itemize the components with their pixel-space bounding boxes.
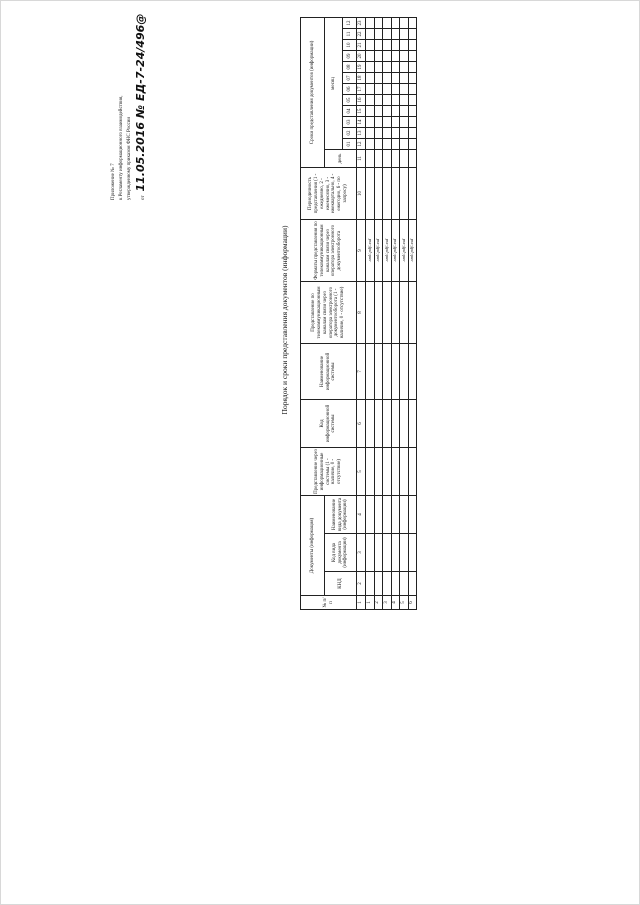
month-07: 07 xyxy=(343,73,357,84)
table-cell xyxy=(374,496,383,534)
row-format: .xml/.pdf/.xsd xyxy=(383,220,392,282)
table-row xyxy=(408,17,417,609)
row-number: 3 xyxy=(383,596,392,610)
table-cell xyxy=(374,400,383,448)
table-row xyxy=(374,17,383,609)
table-cell xyxy=(400,344,409,400)
table-cell xyxy=(408,73,417,84)
table-cell xyxy=(408,51,417,62)
table-cell xyxy=(391,62,400,73)
table-cell xyxy=(400,168,409,220)
table-cell xyxy=(400,117,409,128)
header-month: месяц xyxy=(325,17,343,149)
table-cell xyxy=(374,95,383,106)
rotated-landscape-content xyxy=(100,0,570,640)
table-cell xyxy=(400,95,409,106)
row-format: .xml/.pdf/.xsd xyxy=(408,220,417,282)
column-number: 21 xyxy=(357,40,366,51)
table-cell xyxy=(408,40,417,51)
table-cell xyxy=(391,84,400,95)
table-cell xyxy=(408,168,417,220)
column-number: 7 xyxy=(357,344,366,400)
column-number: 19 xyxy=(357,62,366,73)
table-cell xyxy=(408,400,417,448)
header-system-name: Наименование информационной системы xyxy=(301,344,357,400)
month-05: 05 xyxy=(343,95,357,106)
table-cell xyxy=(374,168,383,220)
month-08: 08 xyxy=(343,62,357,73)
table-cell xyxy=(383,40,392,51)
table-cell xyxy=(383,29,392,40)
column-number: 9 xyxy=(357,220,366,282)
table-cell xyxy=(391,168,400,220)
table-cell xyxy=(408,84,417,95)
table-cell xyxy=(391,572,400,596)
table-cell xyxy=(400,40,409,51)
schedule-table xyxy=(300,17,417,610)
table-cell xyxy=(383,106,392,117)
table-cell xyxy=(383,62,392,73)
row-format: .xml/.pdf/.xsd xyxy=(366,220,375,282)
table-cell xyxy=(400,139,409,150)
table-cell xyxy=(400,29,409,40)
table-cell xyxy=(383,448,392,496)
table-cell xyxy=(383,400,392,448)
column-numbers-row xyxy=(357,17,366,609)
table-cell xyxy=(391,73,400,84)
table-cell xyxy=(366,128,375,139)
month-04: 04 xyxy=(343,106,357,117)
column-number: 13 xyxy=(357,128,366,139)
table-cell xyxy=(408,17,417,28)
appendix-block xyxy=(110,10,150,200)
column-number: 2 xyxy=(357,572,366,596)
table-cell xyxy=(408,95,417,106)
table-cell xyxy=(391,29,400,40)
table-cell xyxy=(391,282,400,344)
column-number: 6 xyxy=(357,400,366,448)
table-cell xyxy=(383,95,392,106)
table-cell xyxy=(374,73,383,84)
header-row-1 xyxy=(301,17,325,609)
table-cell xyxy=(383,282,392,344)
table-cell xyxy=(366,17,375,28)
table-cell xyxy=(366,29,375,40)
table-cell xyxy=(391,448,400,496)
table-cell xyxy=(383,17,392,28)
table-cell xyxy=(400,496,409,534)
column-number: 4 xyxy=(357,496,366,534)
table-cell xyxy=(374,84,383,95)
table-row xyxy=(391,17,400,609)
table-cell xyxy=(366,344,375,400)
header-via-systems: Представление через информационные системы (1 - наличие, 0 - отсутствие) xyxy=(301,448,357,496)
table-cell xyxy=(383,73,392,84)
column-number: 8 xyxy=(357,282,366,344)
appendix-line-1: Приложение № 7 xyxy=(111,163,116,200)
table-cell xyxy=(366,51,375,62)
appendix-line-2: к Регламенту информационного взаимодействия, xyxy=(119,95,124,200)
table-cell xyxy=(408,150,417,168)
table-cell xyxy=(383,128,392,139)
table-cell xyxy=(366,73,375,84)
appendix-line-3: утвержденному приказом ФНС России xyxy=(127,116,132,200)
signature-text: 11.05.2016 № ЕД-7-24/496@ xyxy=(134,13,147,192)
column-number: 18 xyxy=(357,73,366,84)
table-cell xyxy=(374,62,383,73)
table-cell xyxy=(391,139,400,150)
table-row xyxy=(383,17,392,609)
month-03: 03 xyxy=(343,117,357,128)
table-cell xyxy=(391,400,400,448)
table-cell xyxy=(400,73,409,84)
table-cell xyxy=(400,128,409,139)
table-cell xyxy=(400,572,409,596)
table-cell xyxy=(400,534,409,572)
table-cell xyxy=(374,40,383,51)
month-11: 11 xyxy=(343,29,357,40)
table-cell xyxy=(366,534,375,572)
table-cell xyxy=(408,117,417,128)
table-cell xyxy=(408,344,417,400)
table-cell xyxy=(391,106,400,117)
data-rows xyxy=(366,17,417,609)
table-cell xyxy=(408,29,417,40)
table-cell xyxy=(391,117,400,128)
table-cell xyxy=(391,40,400,51)
table-cell xyxy=(400,84,409,95)
table-cell xyxy=(374,29,383,40)
table-cell xyxy=(374,150,383,168)
table-cell xyxy=(391,95,400,106)
table-cell xyxy=(366,282,375,344)
month-10: 10 xyxy=(343,40,357,51)
column-number: 17 xyxy=(357,84,366,95)
month-09: 09 xyxy=(343,51,357,62)
table-cell xyxy=(374,128,383,139)
table-cell xyxy=(366,117,375,128)
table-cell xyxy=(408,496,417,534)
table-cell xyxy=(374,51,383,62)
column-number: 11 xyxy=(357,150,366,168)
handwritten-signature xyxy=(134,10,150,200)
table-cell xyxy=(400,17,409,28)
table-cell xyxy=(400,400,409,448)
table-cell xyxy=(383,534,392,572)
table-cell xyxy=(374,17,383,28)
signature-prefix: от xyxy=(141,195,146,200)
row-number: 2 xyxy=(374,596,383,610)
table-cell xyxy=(374,448,383,496)
column-number: 1 xyxy=(357,596,366,610)
document-title: Порядок и сроки представления документов (информации) xyxy=(280,225,289,415)
column-number: 20 xyxy=(357,51,366,62)
table-cell xyxy=(374,106,383,117)
table-cell xyxy=(366,106,375,117)
table-cell xyxy=(408,106,417,117)
column-number: 22 xyxy=(357,29,366,40)
table-row xyxy=(366,17,375,609)
table-cell xyxy=(391,51,400,62)
table-cell xyxy=(366,95,375,106)
column-number: 10 xyxy=(357,168,366,220)
table-cell xyxy=(400,62,409,73)
table-cell xyxy=(391,17,400,28)
table-cell xyxy=(383,51,392,62)
row-number: 5 xyxy=(400,596,409,610)
table-cell xyxy=(383,572,392,596)
header-doc-code: Код вида документа (информации) xyxy=(325,534,357,572)
table-cell xyxy=(366,168,375,220)
table-cell xyxy=(400,448,409,496)
table-cell xyxy=(408,128,417,139)
header-telecom: Представление по телекоммуникационным каналам связи через оператора электронного документооборота (1 - наличие, 0 - отсутствие) xyxy=(301,282,357,344)
header-periodicity: Периодичность представления (1 - ежедневно, 2 - ежемесячно, 3 - ежеквартально, 4 - ежегодно, 6 - по запросу) xyxy=(301,168,357,220)
column-number: 12 xyxy=(357,139,366,150)
table-cell xyxy=(366,40,375,51)
table-cell xyxy=(391,344,400,400)
table-cell xyxy=(383,84,392,95)
column-number: 15 xyxy=(357,106,366,117)
table-cell xyxy=(374,117,383,128)
column-number: 23 xyxy=(357,17,366,28)
table-cell xyxy=(391,128,400,139)
table-cell xyxy=(400,150,409,168)
column-number: 3 xyxy=(357,534,366,572)
table-cell xyxy=(408,139,417,150)
column-number: 5 xyxy=(357,448,366,496)
table-cell xyxy=(408,534,417,572)
table-cell xyxy=(383,139,392,150)
table-cell xyxy=(408,62,417,73)
table-cell xyxy=(391,534,400,572)
header-knd: КНД xyxy=(325,572,357,596)
table-cell xyxy=(366,400,375,448)
column-number: 16 xyxy=(357,95,366,106)
table-cell xyxy=(408,572,417,596)
row-format: .xml/.pdf/.xsd xyxy=(391,220,400,282)
table-cell xyxy=(400,282,409,344)
table-cell xyxy=(366,62,375,73)
table-cell xyxy=(408,282,417,344)
table-row xyxy=(400,17,409,609)
table-cell xyxy=(383,117,392,128)
table-cell xyxy=(366,139,375,150)
column-number: 14 xyxy=(357,117,366,128)
table-cell xyxy=(391,496,400,534)
month-01: 01 xyxy=(343,139,357,150)
row-number: 1 xyxy=(366,596,375,610)
row-format: .xml/.pdf/.xsd xyxy=(374,220,383,282)
header-system-code: Код информационной системы xyxy=(301,400,357,448)
row-number: 4 xyxy=(391,596,400,610)
table-cell xyxy=(366,84,375,95)
header-doc-name: Наименование вида документа (информации) xyxy=(325,496,357,534)
table-cell xyxy=(391,150,400,168)
table-cell xyxy=(400,51,409,62)
table-cell xyxy=(366,572,375,596)
table-cell xyxy=(374,534,383,572)
table-cell xyxy=(400,106,409,117)
table-cell xyxy=(383,150,392,168)
header-documents: Документы (информация) xyxy=(301,496,325,596)
table-cell xyxy=(374,282,383,344)
row-number: 6 xyxy=(408,596,417,610)
table-cell xyxy=(374,344,383,400)
header-formats: Форматы представления по телекоммуникационным каналам связи через оператора электронного документооборота xyxy=(301,220,357,282)
row-format: .xml/.pdf/.xsd xyxy=(400,220,409,282)
table-cell xyxy=(374,572,383,596)
table-cell xyxy=(383,496,392,534)
month-02: 02 xyxy=(343,128,357,139)
header-day: день xyxy=(325,150,357,168)
header-number: № п/п xyxy=(301,596,357,610)
header-terms: Сроки представления документов (информации) xyxy=(301,17,325,167)
table-cell xyxy=(374,139,383,150)
table-cell xyxy=(408,448,417,496)
table-cell xyxy=(366,150,375,168)
table-cell xyxy=(383,344,392,400)
table-cell xyxy=(366,448,375,496)
table-cell xyxy=(366,496,375,534)
month-06: 06 xyxy=(343,84,357,95)
month-12: 12 xyxy=(343,17,357,28)
table-cell xyxy=(383,168,392,220)
